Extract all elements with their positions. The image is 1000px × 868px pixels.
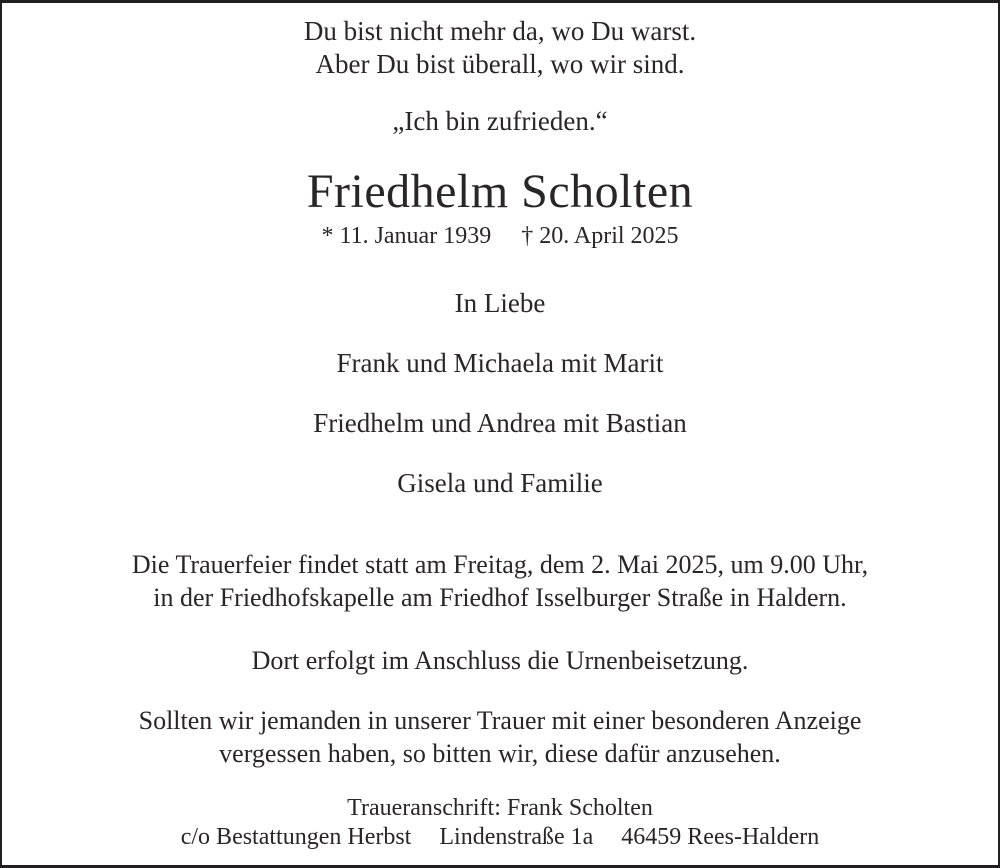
service-line-1: Die Trauerfeier findet statt am Freitag, dem 2. Mai 2025, um 9.00 Uhr, — [131, 550, 869, 579]
address-line-1: Traueranschrift: Frank Scholten — [347, 795, 653, 821]
condolence-address — [2, 794, 998, 852]
opening-quote-line-2: Aber Du bist überall, wo wir sind. — [315, 49, 685, 79]
death-date: † 20. April 2025 — [521, 223, 679, 249]
life-dates — [2, 221, 998, 251]
mourner-line-1: Frank und Michaela mit Marit — [336, 348, 664, 378]
apology-line-1: Sollten wir jemanden in unserer Trauer mit einer besonderen Anzeige — [138, 706, 862, 735]
opening-quote-line-1: Du bist nicht mehr da, wo Du warst. — [303, 16, 697, 46]
deceased-name: Friedhelm Scholten — [306, 165, 694, 218]
opening-quote — [2, 3, 998, 81]
motto-quote: „Ich bin zufrieden.“ — [392, 106, 608, 136]
service-announcement — [2, 548, 998, 614]
birth-date: * 11. Januar 1939 — [321, 223, 492, 249]
apology-line-2: vergessen haben, so bitten wir, diese dafür anzusehen. — [219, 739, 781, 768]
apology-note — [2, 704, 998, 770]
address-line-2 — [2, 823, 998, 852]
service-line-2: in der Friedhofskapelle am Friedhof Isselburger Straße in Haldern. — [153, 583, 847, 612]
address-city: 46459 Rees-Haldern — [621, 824, 820, 850]
urn-burial-note: Dort erfolgt im Anschluss die Urnenbeisetzung. — [251, 646, 749, 675]
mourner-line-2: Friedhelm und Andrea mit Bastian — [313, 408, 687, 438]
mourners-intro: In Liebe — [454, 288, 546, 318]
address-street: Lindenstraße 1a — [439, 824, 594, 850]
mourner-line-3: Gisela und Familie — [397, 468, 603, 498]
address-funeral-home: c/o Bestattungen Herbst — [180, 824, 412, 850]
